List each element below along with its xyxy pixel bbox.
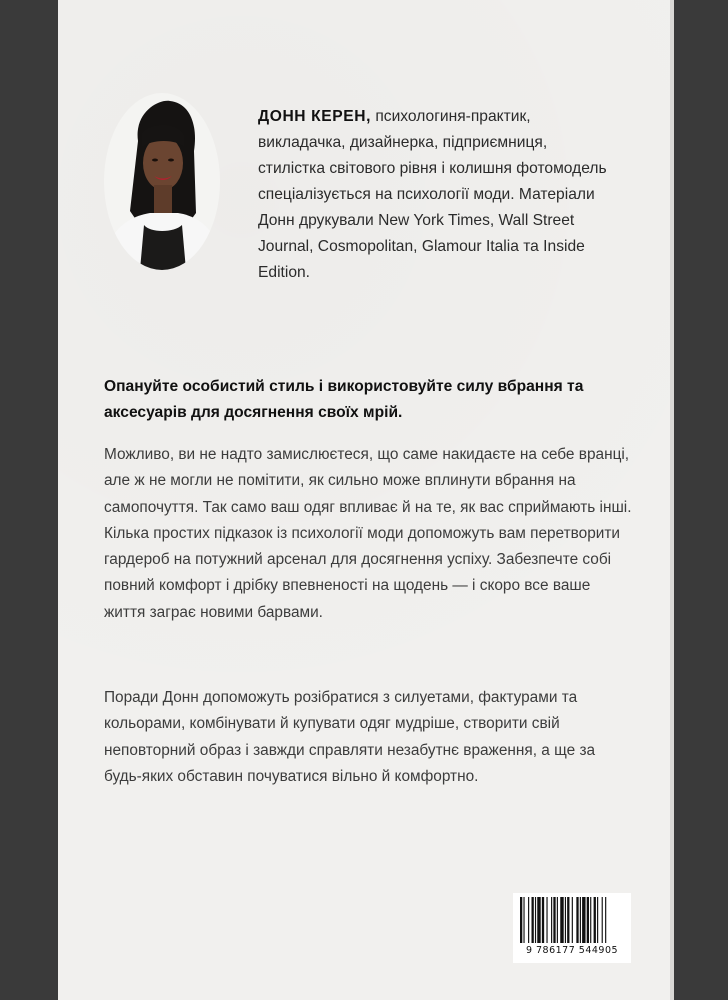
isbn-number: 9 786177 544905: [525, 945, 619, 956]
description-paragraph-2: Поради Донн допоможуть розібратися з силуетами, фактурами та кольорами, комбінувати й купувати одяг мудріше, створити свій неповторний образ і завжди справляти незабутнє враження, а ще за будь-яких обставин почуватися вільно й комфортно.: [104, 689, 596, 785]
book-back-cover: [58, 0, 670, 1000]
description-paragraph-1: Можливо, ви не надто замислюєтеся, що саме накидаєте на себе вранці, але ж не могли не помітити, як сильно може вплинути вбрання на самопочуття. Так само ваш одяг впливає й на те, як вас сприймають інші. Кілька простих підказок із психології моди допоможуть вам перетворити гардероб на потужний арсенал для досягнення успіху. Забезпечте собі повний комфорт і дрібку впевненості на щодень — і скоро все ваше життя заграє новими барвами.: [104, 446, 632, 621]
author-photo-illustration: [104, 93, 220, 270]
barcode-bars: [513, 893, 631, 945]
book-tagline: Опануйте особистий стиль і використовуйте силу вбрання та аксесуарів для досягнення своїх мрій.: [104, 378, 584, 421]
author-bio-text: психологиня-практик, викладачка, дизайнерка, підприємниця, стилістка світового рівня і колишня фотомодель спеціалізується на психології моди. Матеріали Донн друкували New York Times, Wall Street Journal, Cosmopolitan, Glamour Italia та Inside Edition.: [258, 108, 607, 281]
author-bio: [258, 104, 618, 286]
isbn-barcode: [513, 893, 631, 963]
author-name: ДОНН КЕРЕН,: [258, 108, 372, 125]
author-portrait: [104, 93, 220, 270]
